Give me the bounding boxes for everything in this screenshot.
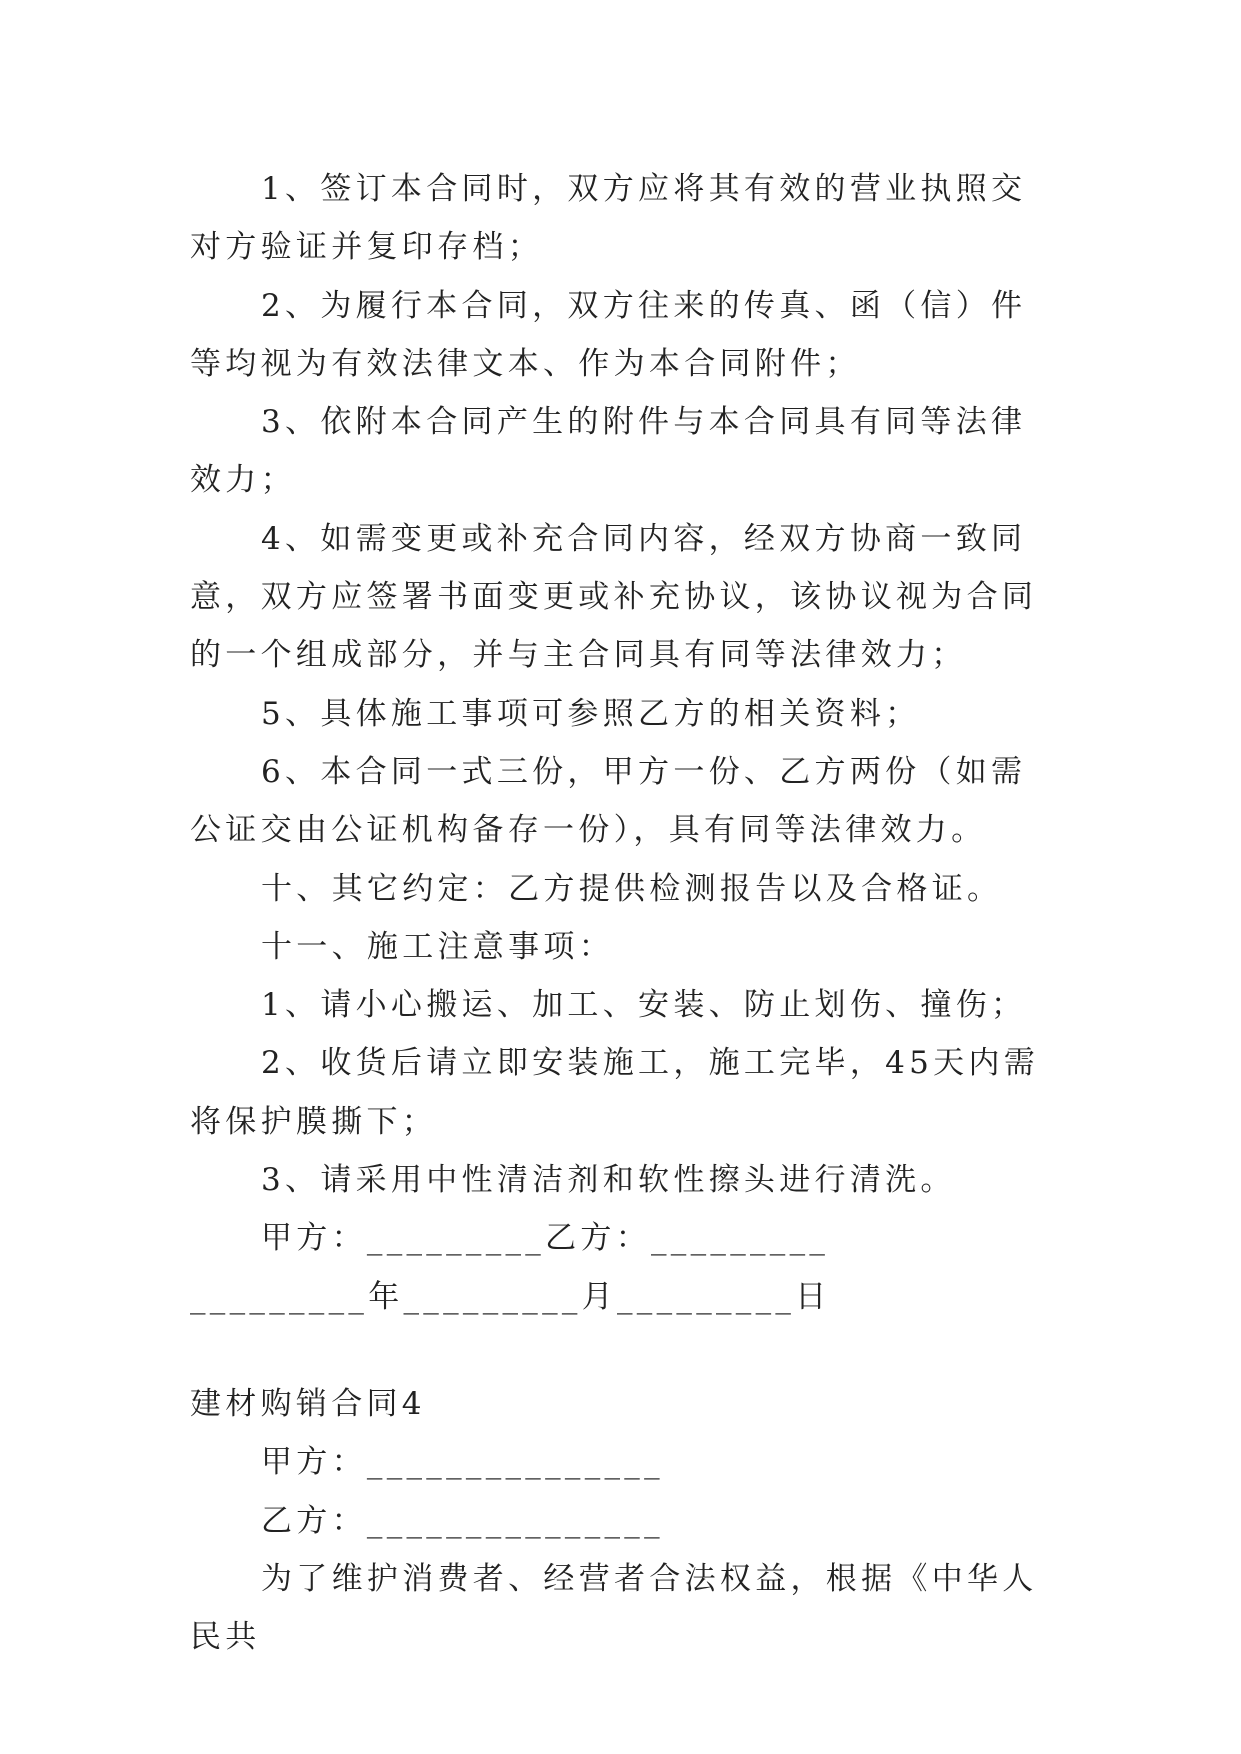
date-line: _________年_________月_________日 bbox=[190, 1278, 831, 1315]
construction-note-1: 1、请小心搬运、加工、安装、防止划伤、撞伤； bbox=[261, 987, 1027, 1024]
signature-line: 甲方：_________乙方：_________ bbox=[261, 1220, 830, 1257]
contract-section-title: 建材购销合同4 bbox=[190, 1385, 426, 1422]
clause-paragraph-6: 6、本合同一式三份，甲方一份、乙方两份（如需公证交由公证机构备存一份），具有同等法律效力。 bbox=[190, 753, 1027, 849]
other-agreement-paragraph: 十、其它约定：乙方提供检测报告以及合格证。 bbox=[261, 870, 1003, 907]
clause-paragraph-1: 1、签订本合同时，双方应将其有效的营业执照交对方验证并复印存档； bbox=[190, 171, 1027, 266]
contract-intro-paragraph: 为了维护消费者、经营者合法权益，根据《中华人民共 bbox=[190, 1560, 1038, 1656]
party-a-line: 甲方：_______________ bbox=[261, 1444, 664, 1481]
clause-paragraph-5: 5、具体施工事项可参照乙方的相关资料； bbox=[261, 695, 921, 732]
document-body bbox=[190, 160, 1052, 1666]
construction-notes-heading: 十一、施工注意事项： bbox=[261, 928, 614, 965]
clause-paragraph-3: 3、依附本合同产生的附件与本合同具有同等法律效力； bbox=[190, 404, 1027, 499]
clause-paragraph-2: 2、为履行本合同，双方往来的传真、函（信）件等均视为有效法律文本、作为本合同附件； bbox=[190, 287, 1027, 382]
party-b-line: 乙方：_______________ bbox=[261, 1502, 664, 1539]
clause-paragraph-4: 4、如需变更或补充合同内容，经双方协商一致同意，双方应签署书面变更或补充协议，该协议视为合同的一个组成部分，并与主合同具有同等法律效力； bbox=[190, 520, 1038, 674]
construction-note-2: 2、收货后请立即安装施工，施工完毕，45天内需将保护膜撕下； bbox=[190, 1045, 1040, 1140]
construction-note-3: 3、请采用中性清洁剂和软性擦头进行清洗。 bbox=[261, 1162, 956, 1199]
